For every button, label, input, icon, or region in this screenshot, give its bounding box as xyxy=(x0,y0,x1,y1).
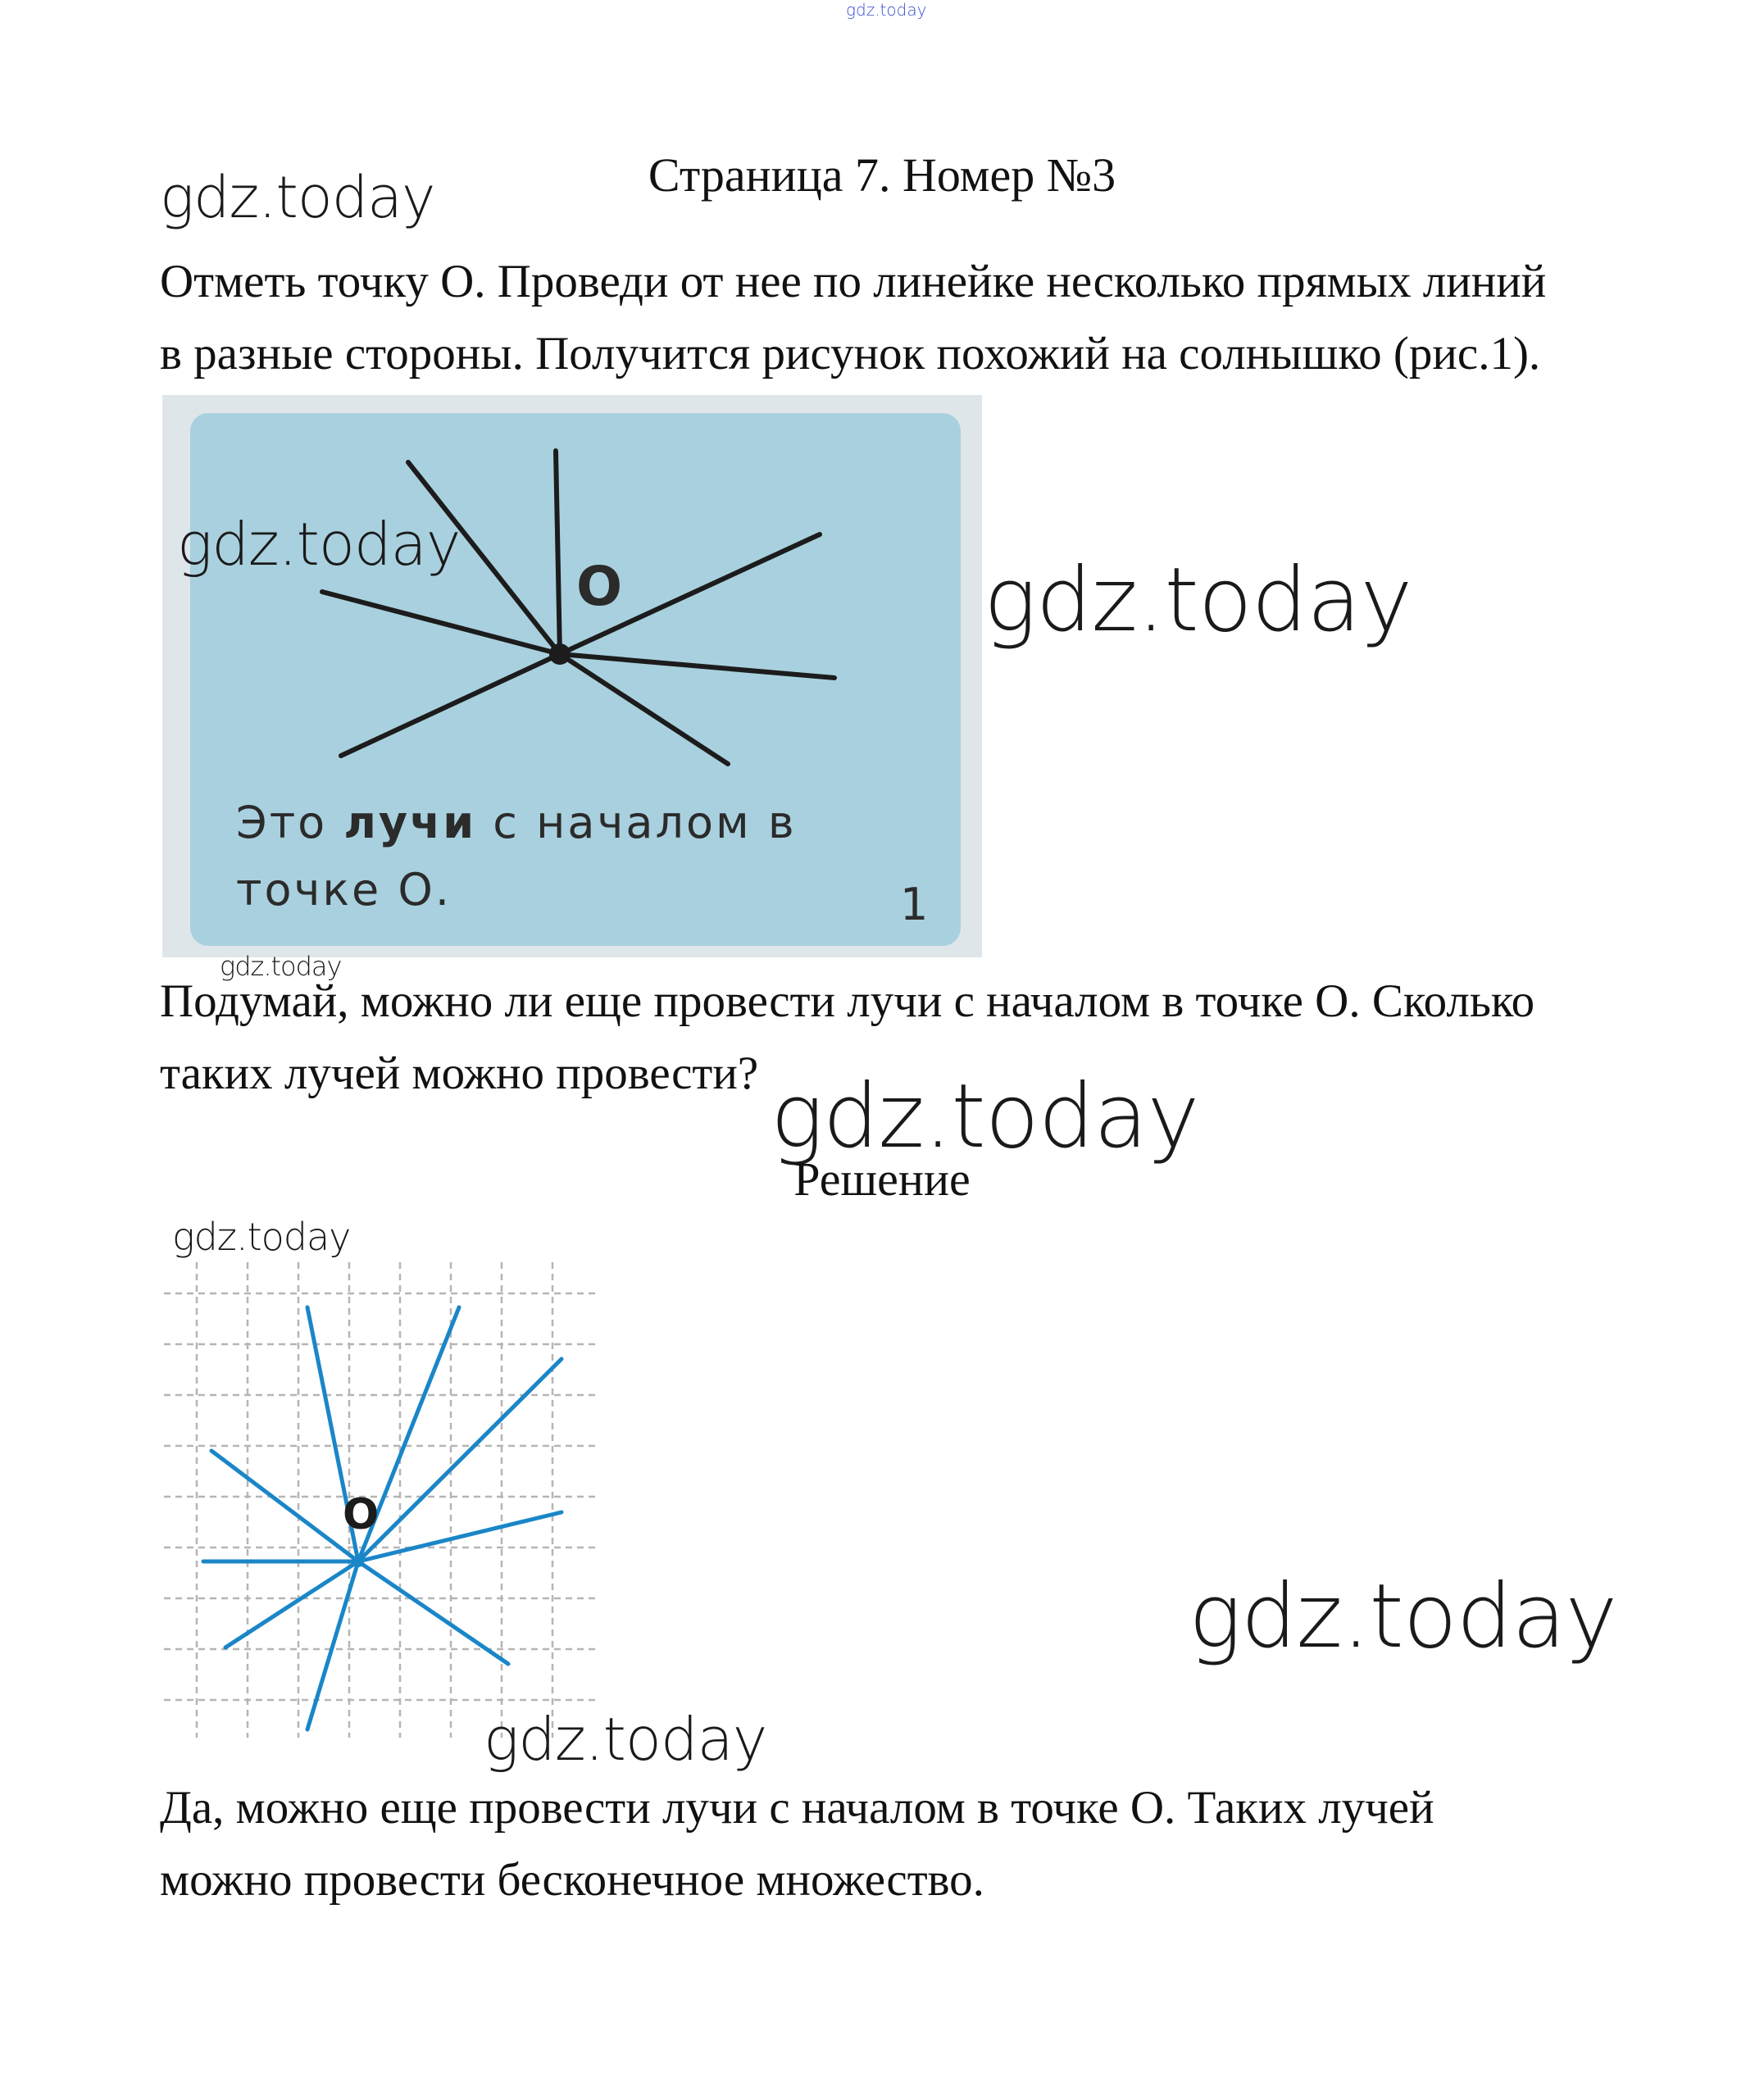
watermark: gdz.today xyxy=(484,1705,767,1774)
question-line-1: Подумай, можно ли еще провести лучи с началом в точке О. Сколько xyxy=(160,975,1535,1027)
ray xyxy=(307,1561,358,1729)
page-title: Страница 7. Номер №3 xyxy=(648,148,1116,202)
watermark: gdz.today xyxy=(984,549,1412,652)
figure-1-caption-line-1 xyxy=(236,797,797,848)
ray xyxy=(560,654,834,678)
ray xyxy=(556,451,560,654)
caption-part-1: Это xyxy=(236,797,344,848)
ray xyxy=(341,654,560,756)
task-line-2: в разные стороны. Получится рисунок похожий на солнышко (рис.1). xyxy=(160,328,1541,379)
ray xyxy=(322,592,560,654)
ray xyxy=(211,1451,358,1561)
watermark: gdz.today xyxy=(177,510,461,579)
figure-1-point-label: О xyxy=(576,555,625,618)
point-o xyxy=(352,1556,364,1567)
answer-text xyxy=(160,1772,1684,1916)
question-line-2: таких лучей можно провести? xyxy=(160,1048,759,1099)
ray xyxy=(358,1359,561,1561)
watermark: gdz.today xyxy=(172,1215,351,1259)
caption-part-2: с началом в xyxy=(476,797,797,848)
ray xyxy=(560,654,728,764)
watermark: gdz.today xyxy=(771,1066,1199,1168)
figure-1-number: 1 xyxy=(900,879,931,930)
solution-figure xyxy=(156,1254,615,1746)
watermark: gdz.today xyxy=(1189,1566,1617,1668)
watermark-top: gdz.today xyxy=(846,0,927,20)
figure-1 xyxy=(162,395,982,957)
answer-line-1: Да, можно еще провести лучи с началом в точке О. Таких лучей xyxy=(160,1782,1434,1834)
watermark: gdz.today xyxy=(160,164,435,231)
caption-bold: лучи xyxy=(343,797,477,848)
task-text xyxy=(160,246,1684,390)
ray xyxy=(358,1512,561,1561)
ray xyxy=(225,1561,358,1647)
solution-rays xyxy=(203,1307,561,1729)
watermark: gdz.today xyxy=(220,951,342,982)
answer-line-2: можно провести бесконечное множество. xyxy=(160,1854,984,1906)
figure-1-caption-line-2: точке О. xyxy=(236,864,452,916)
task-line-1: Отметь точку О. Проведи от нее по линейке несколько прямых линий xyxy=(160,256,1547,307)
point-o xyxy=(549,643,571,665)
solution-label: Решение xyxy=(793,1152,971,1206)
solution-point-label: О xyxy=(343,1490,380,1539)
